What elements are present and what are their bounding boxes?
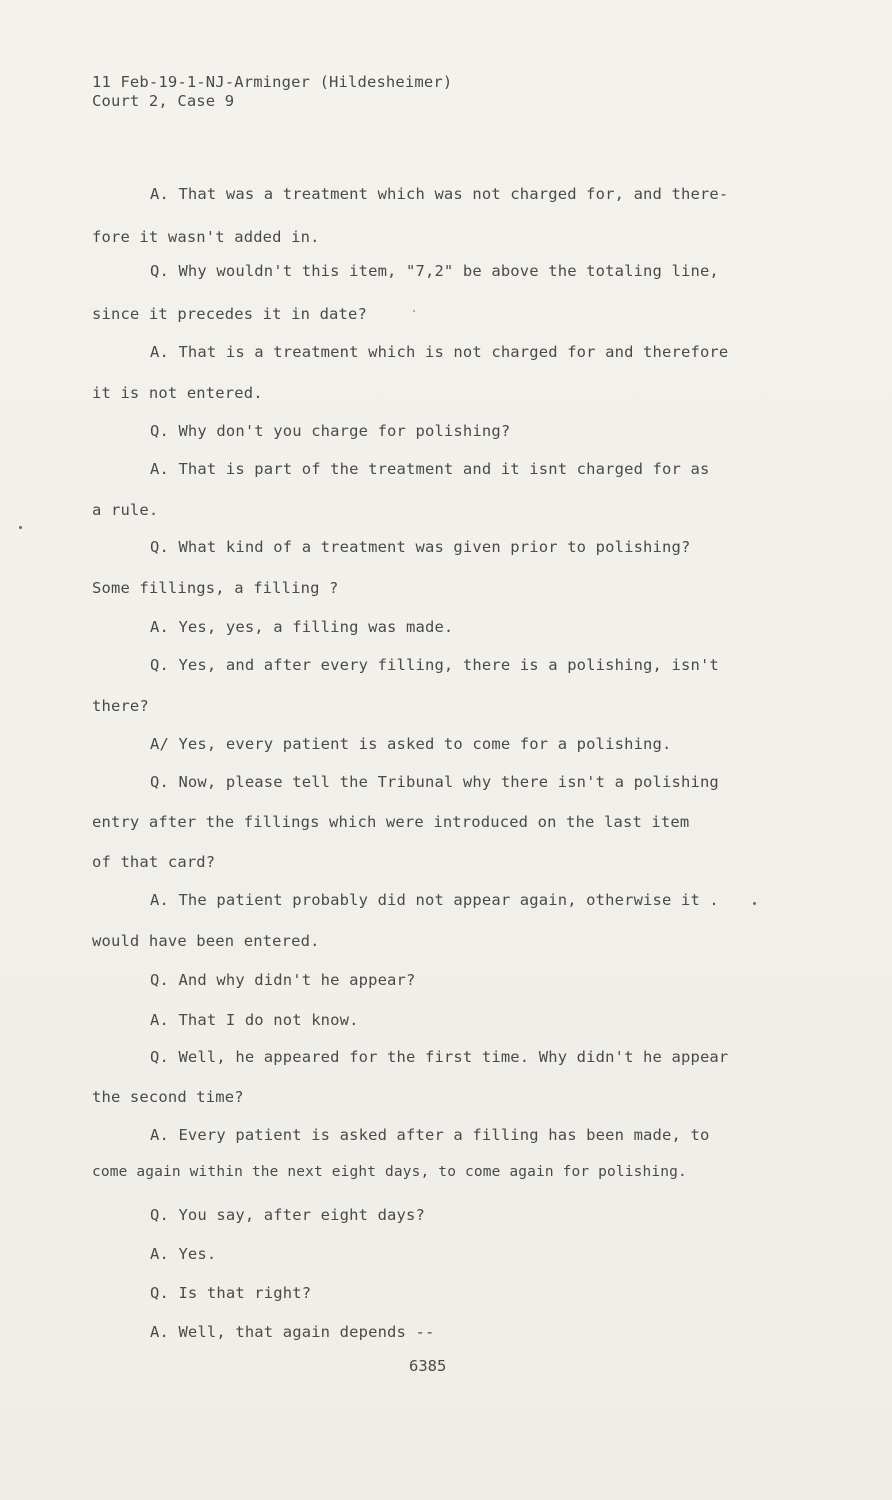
header-line-2: Court 2, Case 9 <box>92 92 235 110</box>
transcript-line: A. That I do not know. <box>150 1011 359 1029</box>
transcript-line: Q. Now, please tell the Tribunal why there isn't a polishing <box>150 773 719 791</box>
transcript-line: Q. Why wouldn't this item, "7,2" be above the totaling line, <box>150 262 719 280</box>
transcript-line: entry after the fillings which were introduced on the last item <box>92 813 690 831</box>
transcript-line: A/ Yes, every patient is asked to come for a polishing. <box>150 735 672 753</box>
transcript-line: Q. Is that right? <box>150 1284 312 1302</box>
transcript-line: Q. What kind of a treatment was given prior to polishing? <box>150 538 691 556</box>
transcript-line: A. That was a treatment which was not charged for, and there- <box>150 185 729 203</box>
transcript-line: Q. And why didn't he appear? <box>150 971 416 989</box>
transcript-line: Q. You say, after eight days? <box>150 1206 425 1224</box>
transcript-line: A. That is a treatment which is not charged for and therefore <box>150 343 729 361</box>
transcript-line: the second time? <box>92 1088 244 1106</box>
transcript-line: Q. Well, he appeared for the first time. Why didn't he appear <box>150 1048 729 1066</box>
transcript-line: there? <box>92 697 149 715</box>
paper-speck <box>19 526 22 529</box>
header-line-1: 11 Feb-19-1-NJ-Arminger (Hildesheimer) <box>92 73 453 91</box>
transcript-line: A. Every patient is asked after a filling has been made, to <box>150 1126 710 1144</box>
transcript-line: it is not entered. <box>92 384 263 402</box>
transcript-line: Q. Yes, and after every filling, there is a polishing, isn't <box>150 656 719 674</box>
transcript-line: of that card? <box>92 853 216 871</box>
transcript-line: would have been entered. <box>92 932 320 950</box>
transcript-line: come again within the next eight days, to come again for polishing. <box>92 1164 687 1180</box>
paper-speck <box>413 310 415 312</box>
transcript-line: since it precedes it in date? <box>92 305 367 323</box>
transcript-line: A. The patient probably did not appear again, otherwise it . <box>150 891 719 909</box>
transcript-line: A. Yes. <box>150 1245 217 1263</box>
paper-speck <box>753 902 756 905</box>
transcript-line: A. Yes, yes, a filling was made. <box>150 618 454 636</box>
transcript-line: a rule. <box>92 501 159 519</box>
transcript-line: Some fillings, a filling ? <box>92 579 339 597</box>
transcript-line: Q. Why don't you charge for polishing? <box>150 422 511 440</box>
transcript-line: A. That is part of the treatment and it isnt charged for as <box>150 460 710 478</box>
page-number: 6385 <box>409 1357 447 1375</box>
transcript-line: A. Well, that again depends -- <box>150 1323 435 1341</box>
transcript-line: fore it wasn't added in. <box>92 228 320 246</box>
